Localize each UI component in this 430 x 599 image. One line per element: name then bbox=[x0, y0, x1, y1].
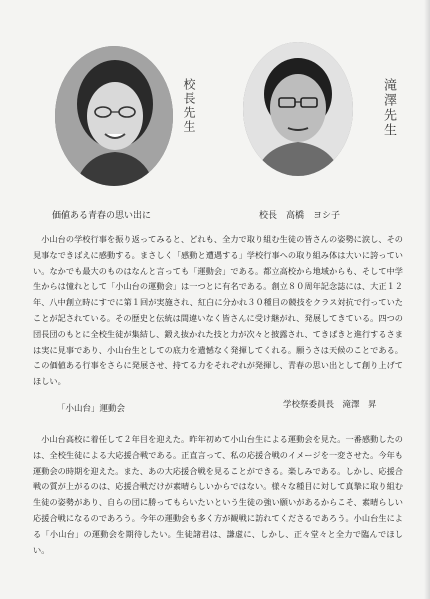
principal-handwritten-label: 校長先生 bbox=[182, 78, 196, 134]
portrait-drawing-woman bbox=[55, 46, 173, 186]
portrait-drawing-man bbox=[243, 42, 353, 176]
committee-chair-portrait-photo bbox=[243, 42, 353, 176]
committee-chair-handwritten-label: 滝澤先生 bbox=[381, 78, 396, 138]
section2-paragraph: 小山台高校に着任して２年目を迎えた。昨年初めて小山台生による運動会を見た。一番感動したのは、全校生徒による大応援合戦である。正直言って、私の応援合戦のイメージを一変させた。今年も運動会の時期を迎えた。また、あの大応援合戦を見ることができる。楽しみである。しかし、応援合戦の質が上がるのは、応援合戦だけが素晴らしいからではない。様々な種目に対して真摯に取り組む生徒の姿勢があり、自らの団に勝ってもらいたいという生徒の強い願いがあるからこそ、素晴らしい応援合戦になるのであろう。今年の運動会も多く方が観戦に訪れてくださるであろう。小山台生による「小山台」の運動会を期待したい。生徒諸君は、謙虚に、しかし、正々堂々と全力で臨んでほしい。 bbox=[33, 434, 403, 555]
scan-edge-shadow bbox=[424, 0, 430, 599]
section1-title: 価値ある青春の思い出に bbox=[52, 211, 152, 221]
section1-author: 校長 高橋 ヨシ子 bbox=[259, 211, 341, 221]
section2-author: 学校祭委員長 滝澤 昇 bbox=[283, 400, 377, 410]
section1-paragraph: 小山台の学校行事を振り返ってみると、どれも、全力で取り組む生徒の皆さんの姿勢に涙し、その見事なできばえに感動する。まさしく「感動と遭遇する」学校行事への取り組み体は大いに誇っていい。なかでも最大のものはなんと言っても「運動会」である。都立高校から地域からも、そして中学生からは憧れとして「小山台の運動会」は一つとに有名である。創立８０周年記念誌には、大正１２年、八中創立時にすでに第１回が実施され、紅白に分かれ３０種目の競技をクラス対抗で行っていたことが記されている。その歴史と伝統は間違いなく皆さんに受け継がれ、発展してきている。四つの団長団のもとに全校生徒が集結し、鍛え抜かれた技と力が次々と披露され、てきぱきと進行するさまは実に見事であり、小山台生としての底力を遺憾なく発揮してくれる。願うさは天候のことである。この価値ある行事をさらに発展させ、持てる力をそれぞれが発揮し、青春の思い出として創り上げてほしい。 bbox=[33, 234, 403, 387]
section2-title: 「小山台」運動会 bbox=[57, 404, 126, 414]
principal-portrait-photo bbox=[55, 46, 173, 186]
